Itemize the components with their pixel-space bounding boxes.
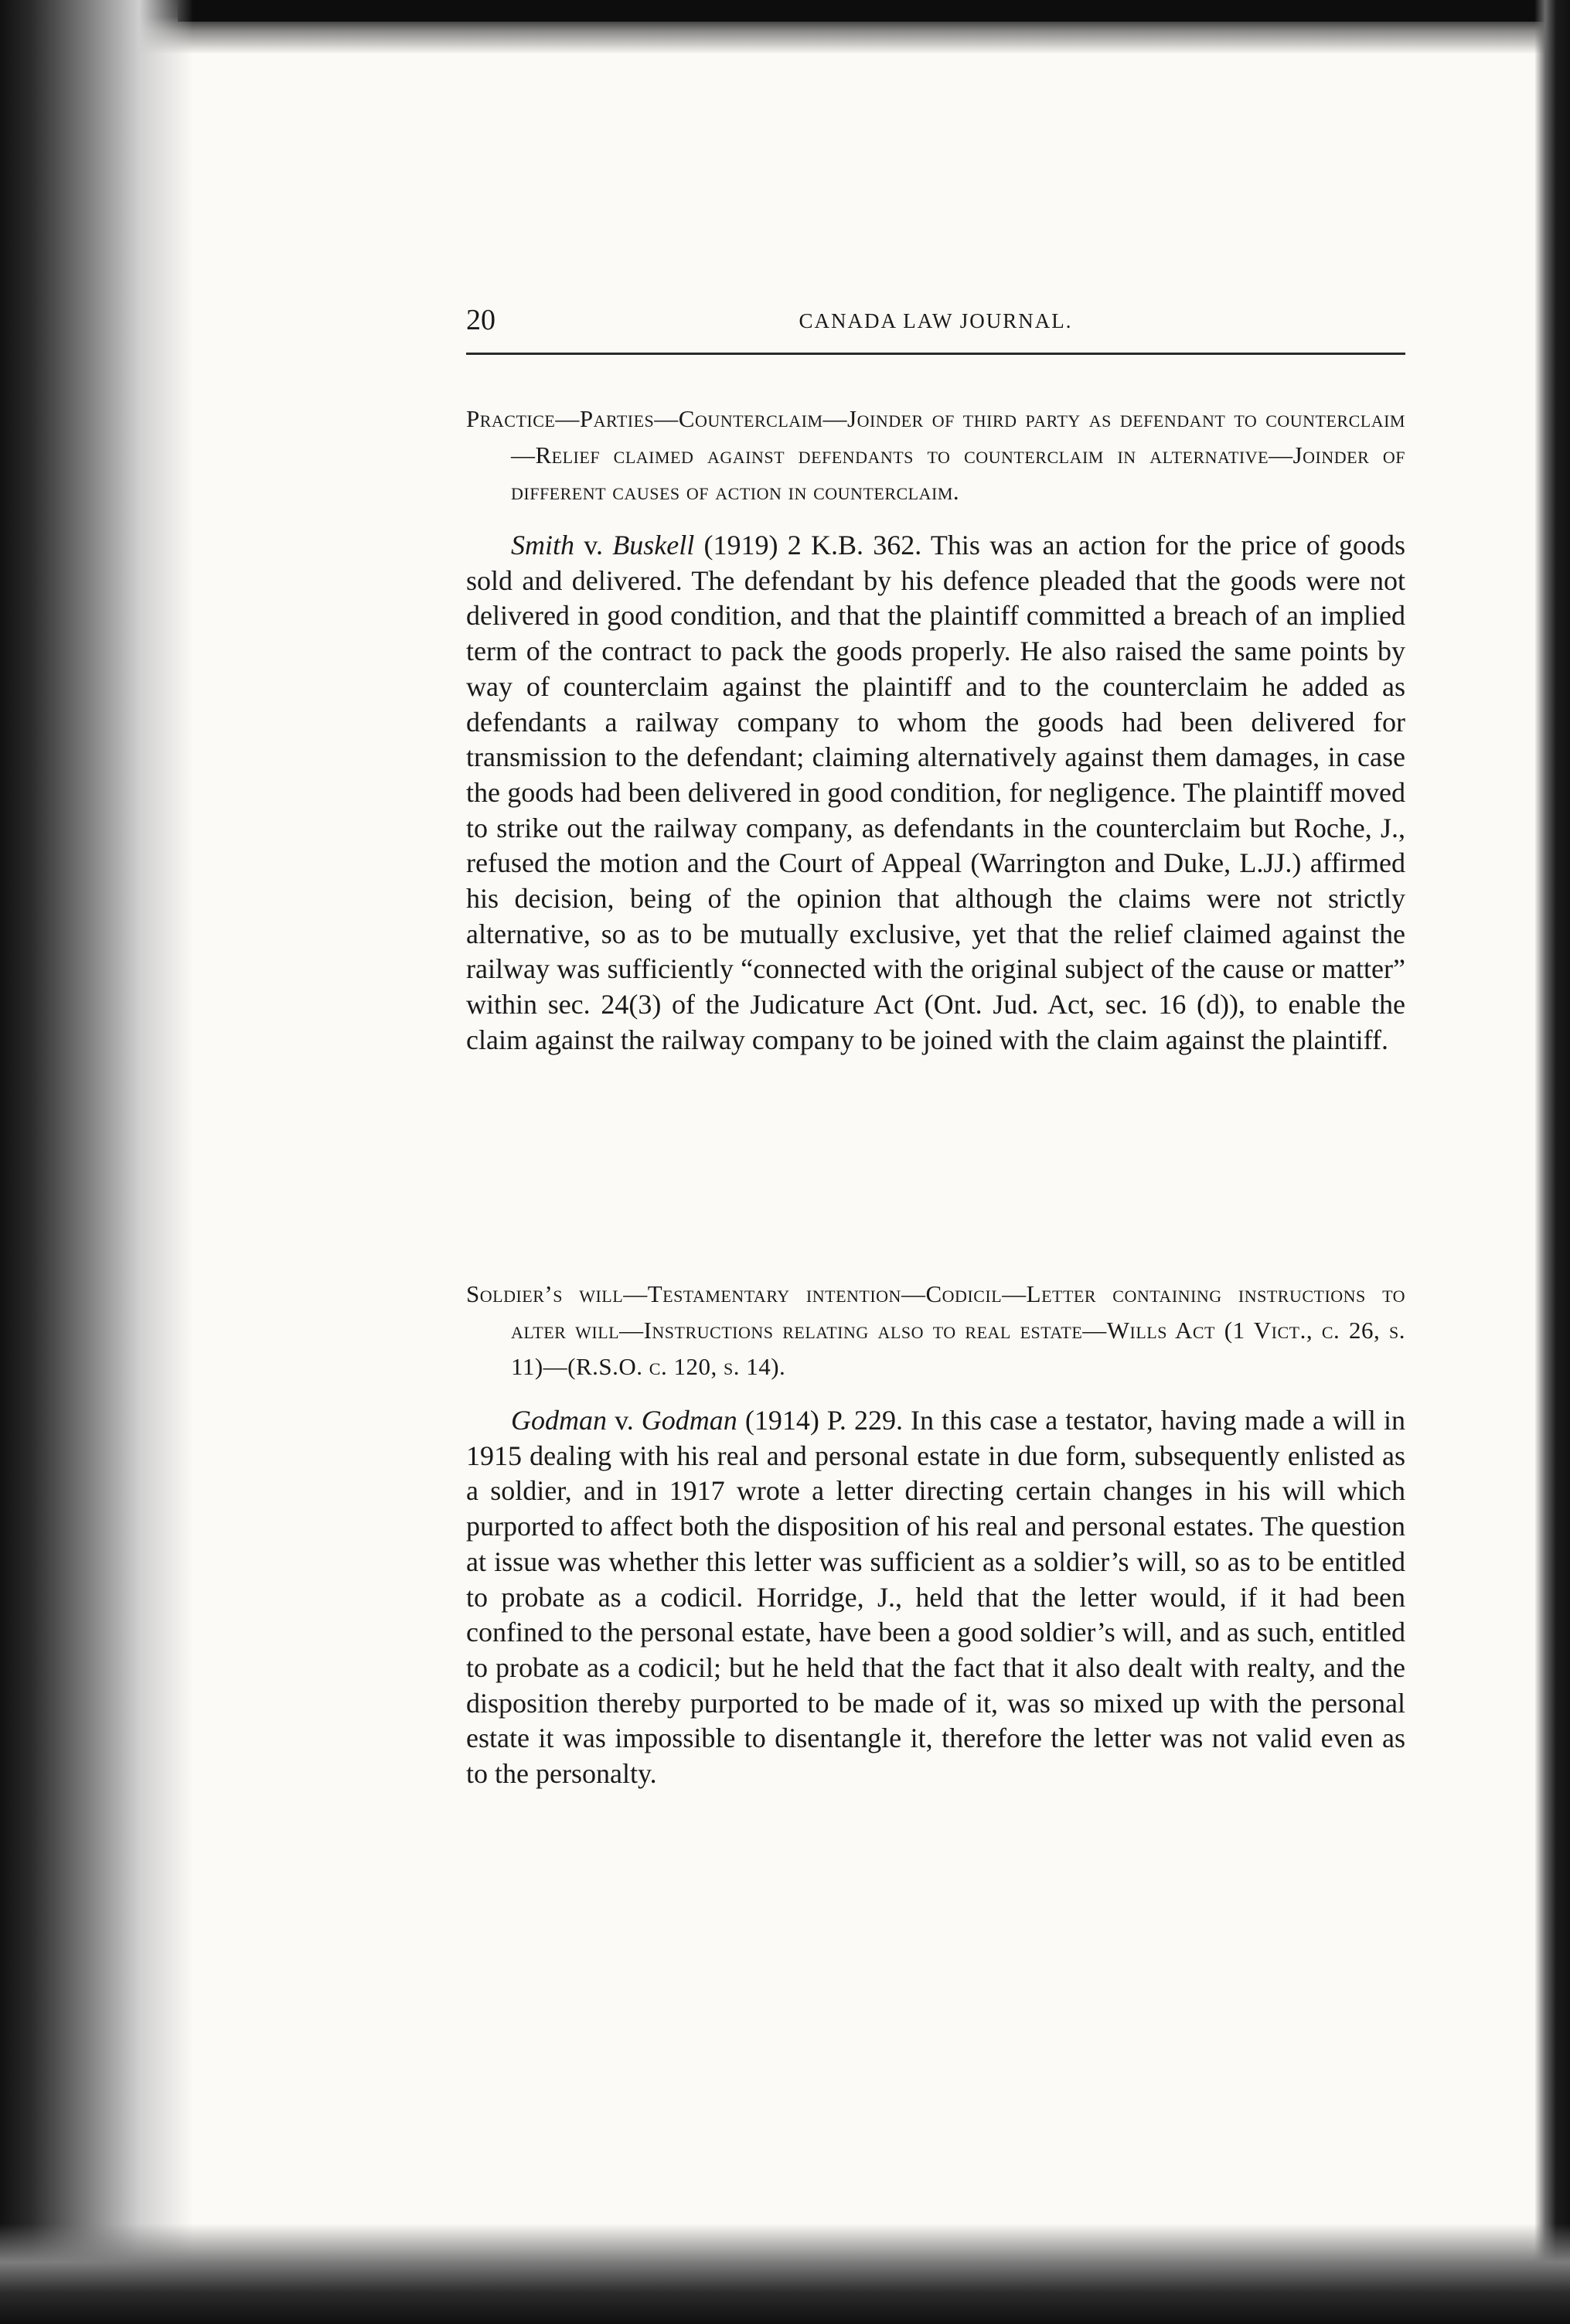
digest-entry (466, 400, 1405, 1086)
entry-heading: Practice—Parties—Counterclaim—Joinder of third party as defendant to counterclaim—Relief claimed against defendants to counterclaim in alternative—Joinder of different causes of action in counterclaim. (466, 405, 1405, 505)
entry-body (466, 1403, 1405, 1792)
case-party: Smith (511, 530, 575, 561)
scan-edge-bottom (0, 2223, 1570, 2324)
entry-text: (1919) 2 K.B. 362. This was an action for the price of goods sold and delivered. The defendant by his defence pleaded that the goods were not delivered in good condition, and that the plaintiff committed a breach of an implied term of the contract to pack the goods properly. He also raised the same points by way of counterclaim against the plaintiff and to the counterclaim he added as defendants a railway company to whom the goods had been delivered for transmission to the defendant; claiming alternatively against them damages, in case the goods had been delivered in good condition, for negligence. The plaintiff moved to strike out the railway company, as defendants in the counterclaim but Roche, J., refused the motion and the Court of Appeal (Warrington and Duke, L.JJ.) affirmed his decision, being of the opinion that although the claims were not strictly alternative, so as to be mutually exclusive, yet that the relief claimed against the railway was sufficiently “connected with the original subject of the cause or matter” within sec. 24(3) of the Judicature Act (Ont. Jud. Act, sec. 16 (d)), to enable the claim against the railway company to be joined with the claim against the plaintiff. (466, 530, 1405, 1055)
case-party: Godman (641, 1405, 737, 1436)
case-versus: v. (607, 1405, 642, 1436)
journal-page (466, 303, 1405, 1790)
entry-body (466, 528, 1405, 1058)
case-versus: v. (574, 530, 613, 561)
scan-edge-left (0, 0, 193, 2324)
entry-heading: Soldier’s will—Testamentary intention—Codicil—Letter containing instructions to alter will—Instructions relating also to real estate—Wills Act (1 Vict., c. 26, s. 11)—(R.S.O. c. 120, s. 14). (466, 1280, 1405, 1380)
case-party: Godman (511, 1405, 607, 1436)
page-number: 20 (466, 304, 496, 336)
header-rule (466, 353, 1405, 355)
case-party: Buskell (612, 530, 695, 561)
entry-text: (1914) P. 229. In this case a testator, having made a will in 1915 dealing with his real and personal estate in due form, subsequently enlisted as a soldier, and in 1917 wrote a letter directing certain changes in his will which purported to affect both the disposition of his real and personal estates. The question at issue was whether this letter was sufficient as a soldier’s will, so as to be entitled to probate as a codicil. Horridge, J., held that the letter would, if it had been confined to the personal estate, have been a good soldier’s will, and as such, entitled to probate as a codicil; but he held that the fact that it also dealt with realty, and the disposition thereby purported to be made of it, was so mixed up with the personal estate it was impossible to disentangle it, therefore the letter was not valid even as to the personalty. (466, 1405, 1405, 1790)
scan-edge-right (1534, 0, 1570, 2324)
running-head: CANADA LAW JOURNAL. (799, 309, 1073, 332)
page-header (466, 303, 1405, 349)
digest-entry (466, 1276, 1405, 1820)
scan-edge-top-dark (178, 0, 1570, 22)
